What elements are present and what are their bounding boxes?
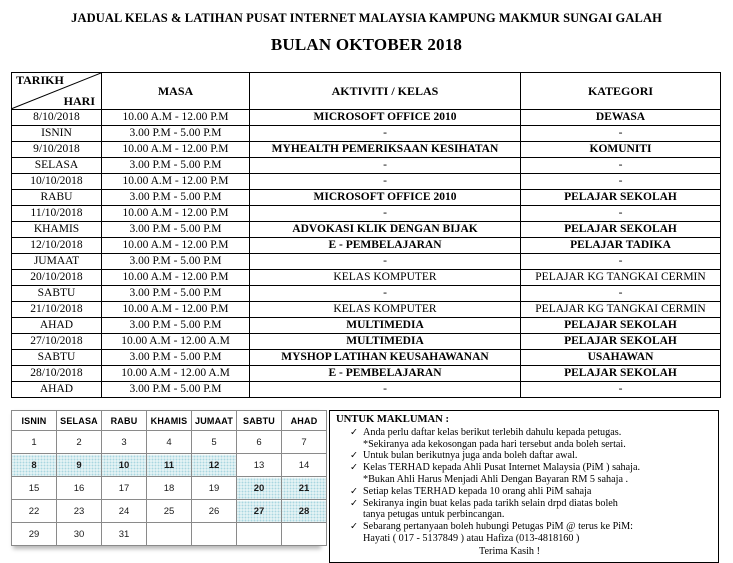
schedule-cell-category: - [521, 382, 721, 398]
schedule-cell-category: - [521, 158, 721, 174]
schedule-cell-activity: KELAS KOMPUTER [250, 270, 521, 286]
schedule-cell-time: 3.00 P.M - 5.00 P.M [102, 190, 250, 206]
calendar-day-cell[interactable]: 25 [147, 500, 192, 523]
info-list-item [350, 486, 713, 498]
info-item-text: Setiap kelas TERHAD kepada 10 orang ahli PiM sahaja [363, 485, 592, 497]
schedule-row [12, 382, 721, 398]
schedule-cell-date: JUMAAT [12, 254, 102, 270]
schedule-cell-category: PELAJAR TADIKA [521, 238, 721, 254]
calendar-day-cell-highlighted[interactable]: 12 [192, 454, 237, 477]
calendar-week-row [12, 523, 327, 546]
calendar-day-cell[interactable]: 19 [192, 477, 237, 500]
calendar-day-cell[interactable]: 14 [282, 454, 327, 477]
schedule-row [12, 334, 721, 350]
calendar-day-cell-highlighted[interactable]: 20 [237, 477, 282, 500]
schedule-cell-category: PELAJAR KG TANGKAI CERMIN [521, 302, 721, 318]
calendar-day-header: JUMAAT [192, 411, 237, 431]
calendar-body [12, 431, 327, 546]
schedule-cell-date: AHAD [12, 382, 102, 398]
schedule-cell-category: - [521, 126, 721, 142]
schedule-cell-time: 3.00 P.M - 5.00 P.M [102, 350, 250, 366]
calendar-day-cell-highlighted[interactable]: 21 [282, 477, 327, 500]
calendar-day-cell[interactable]: 1 [12, 431, 57, 454]
schedule-row [12, 126, 721, 142]
schedule-cell-date: 27/10/2018 [12, 334, 102, 350]
page-subtitle: BULAN OKTOBER 2018 [270, 35, 463, 54]
calendar-day-cell[interactable]: 4 [147, 431, 192, 454]
schedule-cell-time: 10.00 A.M - 12.00 P.M [102, 110, 250, 126]
schedule-cell-category: PELAJAR SEKOLAH [521, 190, 721, 206]
schedule-cell-activity: KELAS KOMPUTER [250, 302, 521, 318]
thanks-note: Terima Kasih ! [479, 545, 540, 557]
calendar-day-cell[interactable]: 15 [12, 477, 57, 500]
checkmark-icon: ✓ [350, 485, 358, 497]
schedule-cell-activity: - [250, 382, 521, 398]
schedule-cell-time: 3.00 P.M - 5.00 P.M [102, 126, 250, 142]
calendar-day-cell[interactable]: 23 [57, 500, 102, 523]
calendar-day-cell[interactable]: 31 [102, 523, 147, 546]
calendar-week-row [12, 431, 327, 454]
schedule-row [12, 142, 721, 158]
schedule-cell-category: KOMUNITI [521, 142, 721, 158]
calendar-day-header: SABTU [237, 411, 282, 431]
schedule-cell-activity: E - PEMBELAJARAN [250, 238, 521, 254]
calendar-day-cell-highlighted[interactable]: 28 [282, 500, 327, 523]
schedule-cell-category: - [521, 286, 721, 302]
schedule-cell-date: SABTU [12, 350, 102, 366]
calendar-day-cell[interactable]: 18 [147, 477, 192, 500]
schedule-cell-activity: MYHEALTH PEMERIKSAAN KESIHATAN [250, 142, 521, 158]
calendar-day-cell[interactable]: 16 [57, 477, 102, 500]
checkmark-icon: ✓ [350, 521, 358, 533]
calendar-day-cell[interactable]: 6 [237, 431, 282, 454]
schedule-cell-date: SABTU [12, 286, 102, 302]
info-list-item [350, 498, 713, 510]
schedule-row [12, 206, 721, 222]
calendar-header-row [12, 411, 327, 431]
schedule-cell-date: 10/10/2018 [12, 174, 102, 190]
schedule-body [12, 110, 721, 398]
bottom-section [11, 410, 721, 563]
calendar-container [11, 410, 319, 546]
calendar-day-cell[interactable]: 17 [102, 477, 147, 500]
schedule-row [12, 366, 721, 382]
calendar-day-cell[interactable]: 7 [282, 431, 327, 454]
calendar-day-cell[interactable]: 30 [57, 523, 102, 546]
schedule-row [12, 286, 721, 302]
calendar-day-cell[interactable]: 26 [192, 500, 237, 523]
info-item-list [336, 427, 713, 545]
header-aktiviti: AKTIVITI / KELAS [250, 73, 521, 110]
calendar-day-cell[interactable]: 5 [192, 431, 237, 454]
schedule-cell-category: - [521, 174, 721, 190]
schedule-cell-category: - [521, 206, 721, 222]
calendar-day-header: SELASA [57, 411, 102, 431]
header-label-hari: HARI [63, 94, 95, 108]
checkmark-icon: ✓ [350, 450, 358, 462]
checkmark-icon: ✓ [350, 426, 358, 438]
header-masa: MASA [102, 73, 250, 110]
schedule-cell-date: 9/10/2018 [12, 142, 102, 158]
schedule-cell-time: 10.00 A.M - 12.00 P.M [102, 270, 250, 286]
schedule-table-container [11, 72, 720, 398]
calendar-day-cell[interactable]: 24 [102, 500, 147, 523]
schedule-cell-time: 3.00 P.M - 5.00 P.M [102, 382, 250, 398]
info-list-item [350, 427, 713, 439]
header-date-day-split-cell [12, 73, 102, 110]
schedule-row [12, 350, 721, 366]
schedule-cell-category: PELAJAR SEKOLAH [521, 334, 721, 350]
schedule-cell-activity: MULTIMEDIA [250, 334, 521, 350]
info-list-item [350, 462, 713, 474]
schedule-row [12, 302, 721, 318]
schedule-cell-time: 3.00 P.M - 5.00 P.M [102, 222, 250, 238]
schedule-cell-category: PELAJAR KG TANGKAI CERMIN [521, 270, 721, 286]
schedule-row [12, 174, 721, 190]
calendar-day-cell[interactable]: 13 [237, 454, 282, 477]
schedule-cell-activity: MICROSOFT OFFICE 2010 [250, 110, 521, 126]
info-box-title: UNTUK MAKLUMAN : [336, 414, 449, 425]
info-item-text: Sekiranya ingin buat kelas pada tarikh selain drpd diatas boleh [363, 497, 618, 509]
info-item-note: *Bukan Ahli Harus Menjadi Ahli Dengan Bayaran RM 5 sahaja . [363, 473, 629, 485]
schedule-cell-time: 3.00 P.M - 5.00 P.M [102, 254, 250, 270]
info-item-text: Sebarang pertanyaan boleh hubungi Petugas PiM @ terus ke PiM: [363, 521, 633, 533]
info-item-text: Anda perlu daftar kelas berikut terlebih dahulu kepada petugas. [363, 426, 622, 438]
schedule-header-row [12, 73, 721, 110]
info-item-note: Hayati ( 017 - 5137849 ) atau Hafiza (013-4818160 ) [363, 532, 580, 544]
schedule-cell-category: - [521, 254, 721, 270]
schedule-cell-activity: - [250, 158, 521, 174]
info-item-note: *Sekiranya ada kekosongan pada hari tersebut anda boleh sertai. [363, 438, 626, 450]
schedule-cell-date: 12/10/2018 [12, 238, 102, 254]
schedule-cell-category: PELAJAR SEKOLAH [521, 366, 721, 382]
header-label-tarikh: TARIKH [16, 73, 64, 87]
schedule-row [12, 254, 721, 270]
schedule-cell-date: 11/10/2018 [12, 206, 102, 222]
calendar-day-cell-highlighted[interactable]: 8 [12, 454, 57, 477]
schedule-cell-date: SELASA [12, 158, 102, 174]
schedule-cell-category: DEWASA [521, 110, 721, 126]
page-title: JADUAL KELAS & LATIHAN PUSAT INTERNET MALAYSIA KAMPUNG MAKMUR SUNGAI GALAH [71, 11, 662, 25]
schedule-cell-time: 10.00 A.M - 12.00 P.M [102, 206, 250, 222]
schedule-cell-time: 3.00 P.M - 5.00 P.M [102, 286, 250, 302]
calendar-day-cell [237, 523, 282, 546]
schedule-cell-activity: - [250, 254, 521, 270]
schedule-cell-time: 10.00 A.M - 12.00 P.M [102, 174, 250, 190]
schedule-row [12, 110, 721, 126]
schedule-cell-category: PELAJAR SEKOLAH [521, 318, 721, 334]
calendar-day-header: AHAD [282, 411, 327, 431]
schedule-table [11, 72, 721, 398]
schedule-cell-activity: - [250, 126, 521, 142]
calendar-day-cell-highlighted[interactable]: 11 [147, 454, 192, 477]
schedule-cell-date: 28/10/2018 [12, 366, 102, 382]
schedule-cell-time: 10.00 A.M - 12.00 P.M [102, 238, 250, 254]
schedule-row [12, 158, 721, 174]
schedule-row [12, 238, 721, 254]
calendar-day-header: ISNIN [12, 411, 57, 431]
schedule-cell-date: 8/10/2018 [12, 110, 102, 126]
info-box [329, 410, 719, 563]
schedule-cell-category: PELAJAR SEKOLAH [521, 222, 721, 238]
schedule-row [12, 270, 721, 286]
schedule-row [12, 222, 721, 238]
calendar-day-cell [282, 523, 327, 546]
schedule-cell-time: 3.00 P.M - 5.00 P.M [102, 318, 250, 334]
info-list-item [350, 450, 713, 462]
info-item-text: Kelas TERHAD kepada Ahli Pusat Internet Malaysia (PiM ) sahaja. [363, 462, 641, 474]
schedule-cell-activity: - [250, 286, 521, 302]
calendar-day-header: RABU [102, 411, 147, 431]
checkmark-icon: ✓ [350, 497, 358, 509]
calendar-table [11, 410, 327, 546]
schedule-cell-time: 10.00 A.M - 12.00 A.M [102, 366, 250, 382]
schedule-cell-activity: MICROSOFT OFFICE 2010 [250, 190, 521, 206]
calendar-day-cell [192, 523, 237, 546]
checkmark-icon: ✓ [350, 462, 358, 474]
schedule-cell-activity: E - PEMBELAJARAN [250, 366, 521, 382]
calendar-day-cell-highlighted[interactable]: 27 [237, 500, 282, 523]
calendar-day-cell-highlighted[interactable]: 9 [57, 454, 102, 477]
calendar-day-cell[interactable]: 2 [57, 431, 102, 454]
calendar-day-cell[interactable]: 3 [102, 431, 147, 454]
schedule-cell-activity: - [250, 174, 521, 190]
schedule-cell-category: USAHAWAN [521, 350, 721, 366]
info-item-text: Untuk bulan berikutnya juga anda boleh daftar awal. [363, 450, 578, 462]
schedule-cell-activity: MULTIMEDIA [250, 318, 521, 334]
schedule-cell-time: 10.00 A.M - 12.00 P.M [102, 142, 250, 158]
schedule-row [12, 190, 721, 206]
schedule-cell-date: 21/10/2018 [12, 302, 102, 318]
calendar-day-cell[interactable]: 29 [12, 523, 57, 546]
schedule-cell-time: 10.00 A.M - 12.00 P.M [102, 302, 250, 318]
calendar-week-row [12, 500, 327, 523]
calendar-day-header: KHAMIS [147, 411, 192, 431]
schedule-row [12, 318, 721, 334]
calendar-week-row [12, 477, 327, 500]
calendar-day-cell-highlighted[interactable]: 10 [102, 454, 147, 477]
schedule-cell-activity: ADVOKASI KLIK DENGAN BIJAK [250, 222, 521, 238]
header-kategori: KATEGORI [521, 73, 721, 110]
schedule-cell-activity: MYSHOP LATIHAN KEUSAHAWANAN [250, 350, 521, 366]
info-list-item [350, 521, 713, 533]
calendar-day-cell[interactable]: 22 [12, 500, 57, 523]
calendar-week-row [12, 454, 327, 477]
info-item-note: tanya petugas untuk perbincangan. [363, 509, 505, 521]
schedule-cell-date: AHAD [12, 318, 102, 334]
schedule-cell-date: ISNIN [12, 126, 102, 142]
schedule-cell-date: 20/10/2018 [12, 270, 102, 286]
schedule-cell-time: 3.00 P.M - 5.00 P.M [102, 158, 250, 174]
calendar-day-cell [147, 523, 192, 546]
schedule-cell-date: RABU [12, 190, 102, 206]
schedule-cell-activity: - [250, 206, 521, 222]
schedule-cell-time: 10.00 A.M - 12.00 A.M [102, 334, 250, 350]
schedule-cell-date: KHAMIS [12, 222, 102, 238]
